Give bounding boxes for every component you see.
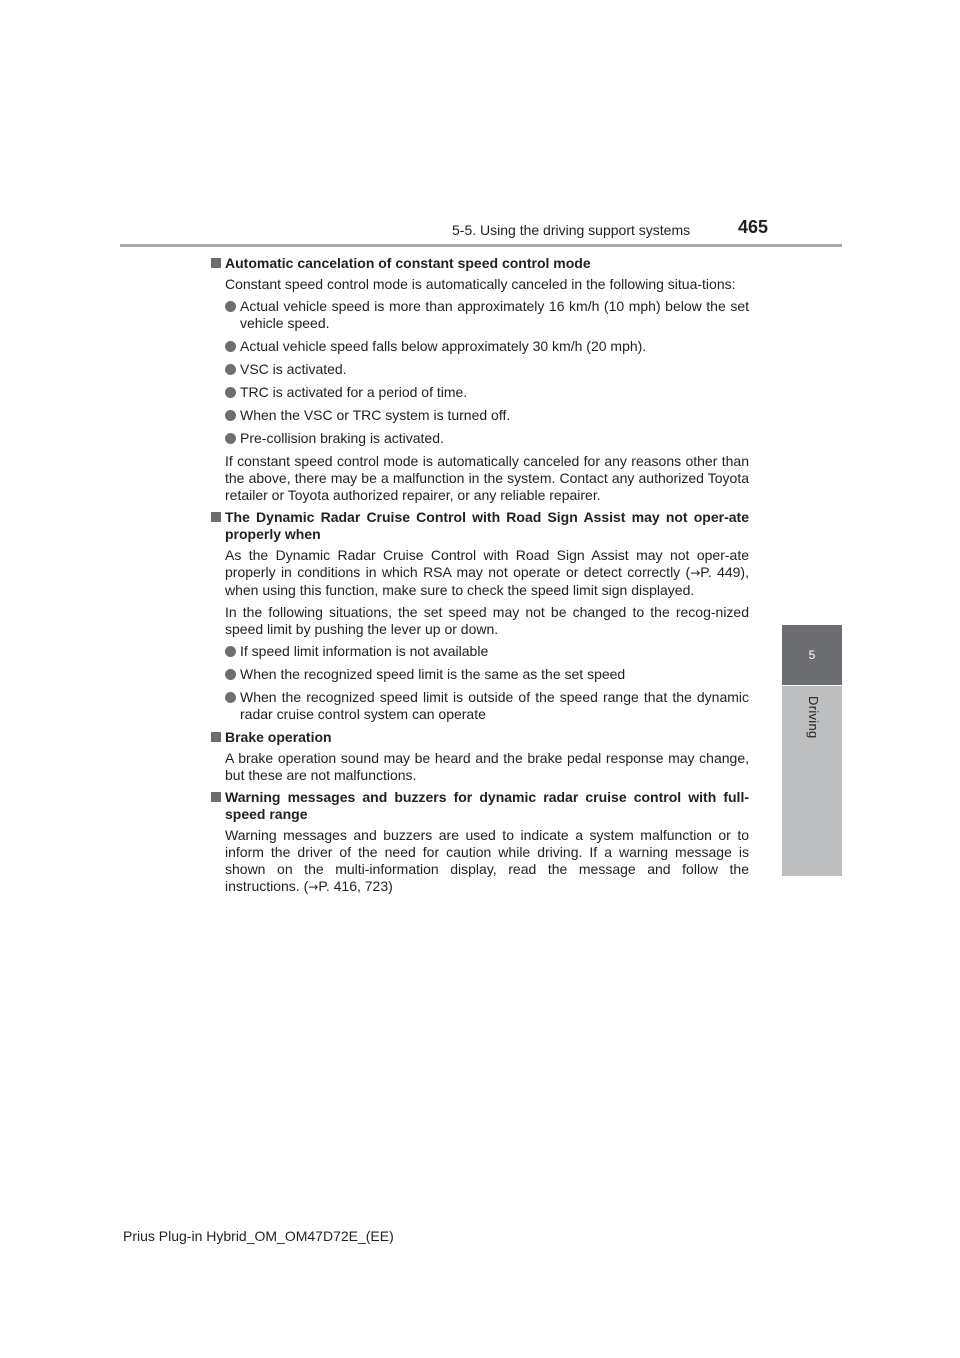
section-heading-text: The Dynamic Radar Cruise Control with Road Sign Assist may not oper-ate properly when xyxy=(225,509,749,542)
page-content xyxy=(209,255,749,901)
square-bullet-icon xyxy=(211,792,221,802)
section-heading-text: Warning messages and buzzers for dynamic radar cruise control with full-speed range xyxy=(225,789,749,822)
paragraph xyxy=(225,547,749,599)
section-heading-text: Brake operation xyxy=(225,729,332,745)
list-item-text: Actual vehicle speed falls below approximately 30 km/h (20 mph). xyxy=(240,338,647,354)
section-heading-text: Automatic cancelation of constant speed control mode xyxy=(225,255,591,271)
section-heading xyxy=(209,789,749,823)
round-bullet-icon xyxy=(225,646,236,657)
side-tab-chapter-number: 5 xyxy=(782,625,842,685)
section-warning-messages xyxy=(209,789,749,896)
section-heading xyxy=(209,729,749,746)
header-rule xyxy=(120,244,842,247)
list-item-text: TRC is activated for a period of time. xyxy=(240,384,468,400)
section-rsa-may-not-operate xyxy=(209,509,749,723)
page-reference-text: P. 449), when using this function, make sure to check the speed limit sign displayed. xyxy=(225,564,749,598)
list-item xyxy=(225,430,749,447)
paragraph-text: Warning messages and buzzers are used to indicate a system malfunction or to inform the driver of the need for caution while driving. If a warning message is shown on the multi-information display, read the message and follow the instructions. ( xyxy=(225,827,749,894)
square-bullet-icon xyxy=(211,732,221,742)
list-item xyxy=(225,384,749,401)
list-item xyxy=(225,298,749,332)
round-bullet-icon xyxy=(225,692,236,703)
round-bullet-icon xyxy=(225,341,236,352)
list-item-text: When the recognized speed limit is outside of the speed range that the dynamic radar cruise control system can operate xyxy=(240,689,749,722)
round-bullet-icon xyxy=(225,364,236,375)
side-tab-label-text: Driving xyxy=(806,696,821,739)
list-item xyxy=(225,666,749,683)
paragraph xyxy=(225,827,749,896)
round-bullet-icon xyxy=(225,387,236,398)
round-bullet-icon xyxy=(225,301,236,312)
list-item-text: If speed limit information is not available xyxy=(240,643,489,659)
arrow-right-icon: → xyxy=(308,880,319,894)
section-heading xyxy=(209,255,749,272)
list-item-text: Pre-collision braking is activated. xyxy=(240,430,444,446)
list-item xyxy=(225,643,749,660)
arrow-right-icon: → xyxy=(690,566,701,580)
paragraph: Constant speed control mode is automatically canceled in the following situa-tions: xyxy=(225,276,736,292)
list-item xyxy=(225,689,749,723)
paragraph: In the following situations, the set speed may not be changed to the recog-nized speed limit by pushing the lever up or down. xyxy=(225,604,749,637)
side-tab-chapter-label xyxy=(782,686,842,876)
paragraph: A brake operation sound may be heard and the brake pedal response may change, but these are not malfunctions. xyxy=(225,750,749,783)
paragraph-text: As the Dynamic Radar Cruise Control with Road Sign Assist may not oper-ate properly in conditions in which RSA may not operate or detect correctly ( xyxy=(225,547,749,580)
square-bullet-icon xyxy=(211,512,221,522)
round-bullet-icon xyxy=(225,433,236,444)
round-bullet-icon xyxy=(225,410,236,421)
page-number: 465 xyxy=(738,217,769,237)
list-item-text: VSC is activated. xyxy=(240,361,347,377)
section-brake-operation xyxy=(209,729,749,784)
header-title: 5-5. Using the driving support systems xyxy=(452,222,691,238)
footer-document-id: Prius Plug-in Hybrid_OM_OM47D72E_(EE) xyxy=(123,1228,394,1244)
paragraph: If constant speed control mode is automatically canceled for any reasons other than the above, there may be a malfunction in the system. Contact any authorized Toyota retailer or Toyota authorized repairer, or any reliable repairer. xyxy=(225,453,749,503)
round-bullet-icon xyxy=(225,669,236,680)
list-item xyxy=(225,407,749,424)
square-bullet-icon xyxy=(211,258,221,268)
list-item xyxy=(225,338,749,355)
list-item-text: Actual vehicle speed is more than approximately 16 km/h (10 mph) below the set vehicle speed. xyxy=(240,298,749,331)
page-reference-text: P. 416, 723) xyxy=(318,878,393,894)
list-item-text: When the recognized speed limit is the same as the set speed xyxy=(240,666,626,682)
list-item-text: When the VSC or TRC system is turned off. xyxy=(240,407,511,423)
list-item xyxy=(225,361,749,378)
section-heading xyxy=(209,509,749,543)
section-auto-cancel xyxy=(209,255,749,504)
